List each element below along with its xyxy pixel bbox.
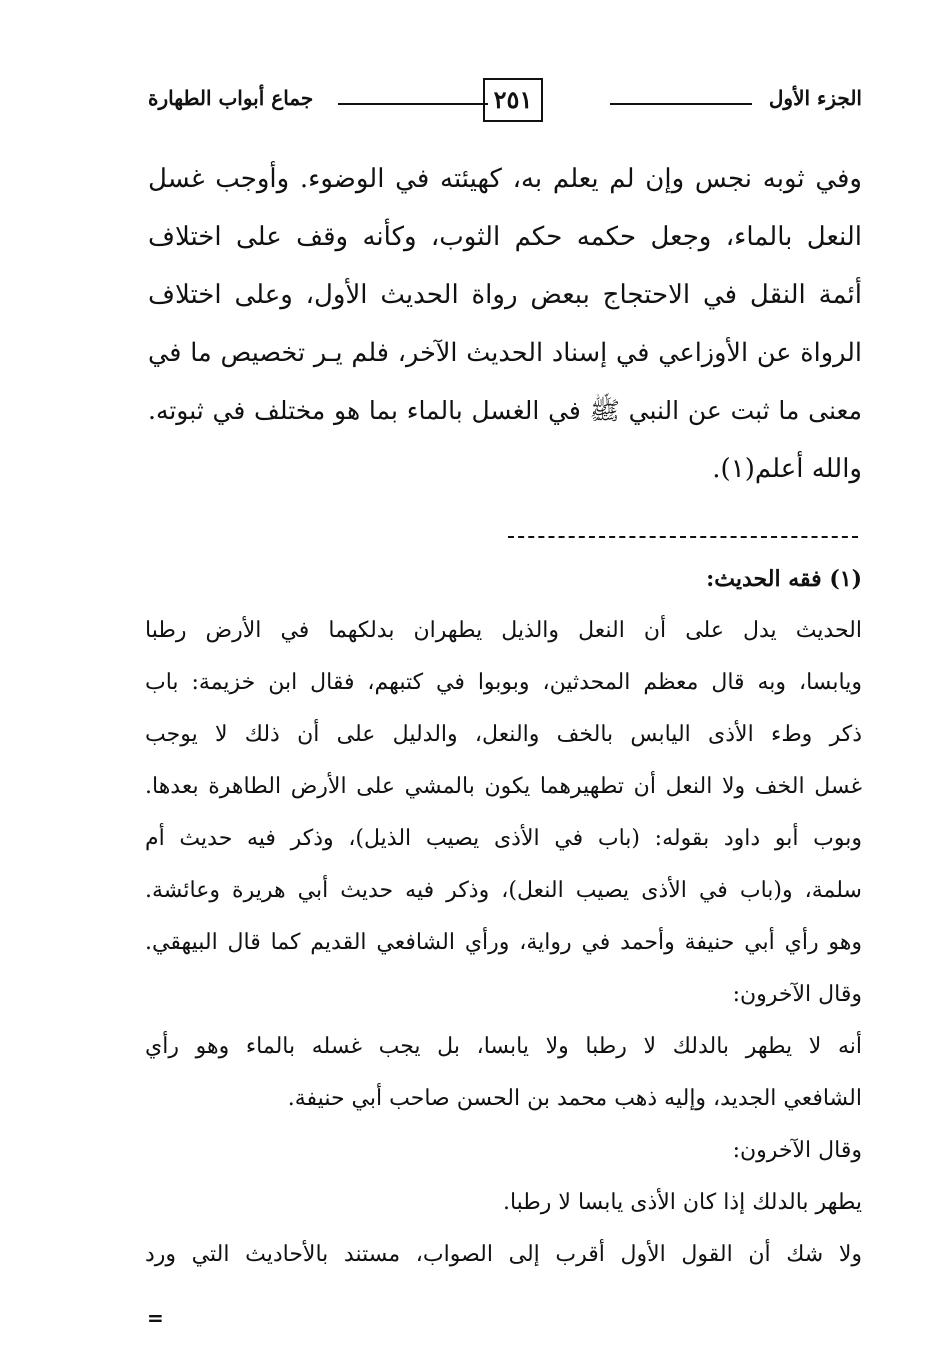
footnote-line: الشافعي الجديد، وإليه ذهب محمد بن الحسن صاحب أبي حنيفة. [287, 1086, 862, 1111]
main-line: والله أعلم(١). [712, 454, 862, 484]
main-line: النعل بالماء، وجعل حكمه حكم الثوب، وكأنه وقف على اختلاف [148, 222, 862, 252]
footnote-line: يطهر بالدلك إذا كان الأذى يابسا لا رطبا. [502, 1190, 862, 1215]
footnote-separator [508, 536, 858, 538]
main-line: الرواة عن الأوزاعي في إسناد الحديث الآخر، فلم يـر تخصيص ما في [148, 338, 862, 368]
footnote-line: وقال الآخرون: [732, 1138, 862, 1163]
header-rule-right [610, 103, 752, 105]
main-line: أئمة النقل في الاحتجاج ببعض رواة الحديث الأول، وعلى اختلاف [148, 280, 862, 310]
footnote-line: وهو رأي أبي حنيفة وأحمد في رواية، ورأي الشافعي القديم كما قال البيهقي. [145, 930, 862, 955]
footnote-line: ذكر وطء الأذى اليابس بالخف والنعل، والدليل على أن ذلك لا يوجب [145, 722, 862, 747]
footnote-line: وبوب أبو داود بقوله: (باب في الأذى يصيب الذيل)، وذكر فيه حديث أم [145, 826, 862, 851]
footnote-line: ولا شك أن القول الأول أقرب إلى الصواب، مستند بالأحاديث التي ورد [145, 1242, 862, 1267]
footnote-line: ويابسا، وبه قال معظم المحدثين، وبوبوا في كتبهم، فقال ابن خزيمة: باب [145, 670, 862, 695]
main-text [148, 150, 862, 498]
footnote-line: سلمة، و(باب في الأذى يصيب النعل)، وذكر فيه حديث أبي هريرة وعائشة. [145, 878, 862, 903]
continuation-mark: = [147, 1306, 164, 1330]
header-rule-left [338, 103, 488, 105]
running-header [148, 78, 862, 124]
footnote-line: أنه لا يطهر بالدلك لا رطبا ولا يابسا، بل يجب غسله بالماء وهو رأي [145, 1034, 862, 1059]
page-number: ٢٥١ [483, 78, 543, 122]
main-line: معنى ما ثبت عن النبي ﷺ في الغسل بالماء بما هو مختلف في ثبوته. [148, 396, 862, 425]
section-title: جماع أبواب الطهارة [148, 86, 314, 110]
main-line: وفي ثوبه نجس وإن لم يعلم به، كهيئته في الوضوء. وأوجب غسل [148, 164, 862, 194]
volume-label: الجزء الأول [768, 86, 862, 110]
footnote-section [145, 553, 862, 1281]
footnote-heading: (١) فقه الحديث: [706, 566, 862, 592]
footnote-line: وقال الآخرون: [732, 982, 862, 1007]
footnote-line: الحديث يدل على أن النعل والذيل يطهران بدلكهما في الأرض رطبا [145, 618, 862, 643]
footnote-line: غسل الخف ولا النعل أن تطهيرهما يكون بالمشي على الأرض الطاهرة بعدها. [145, 774, 862, 799]
